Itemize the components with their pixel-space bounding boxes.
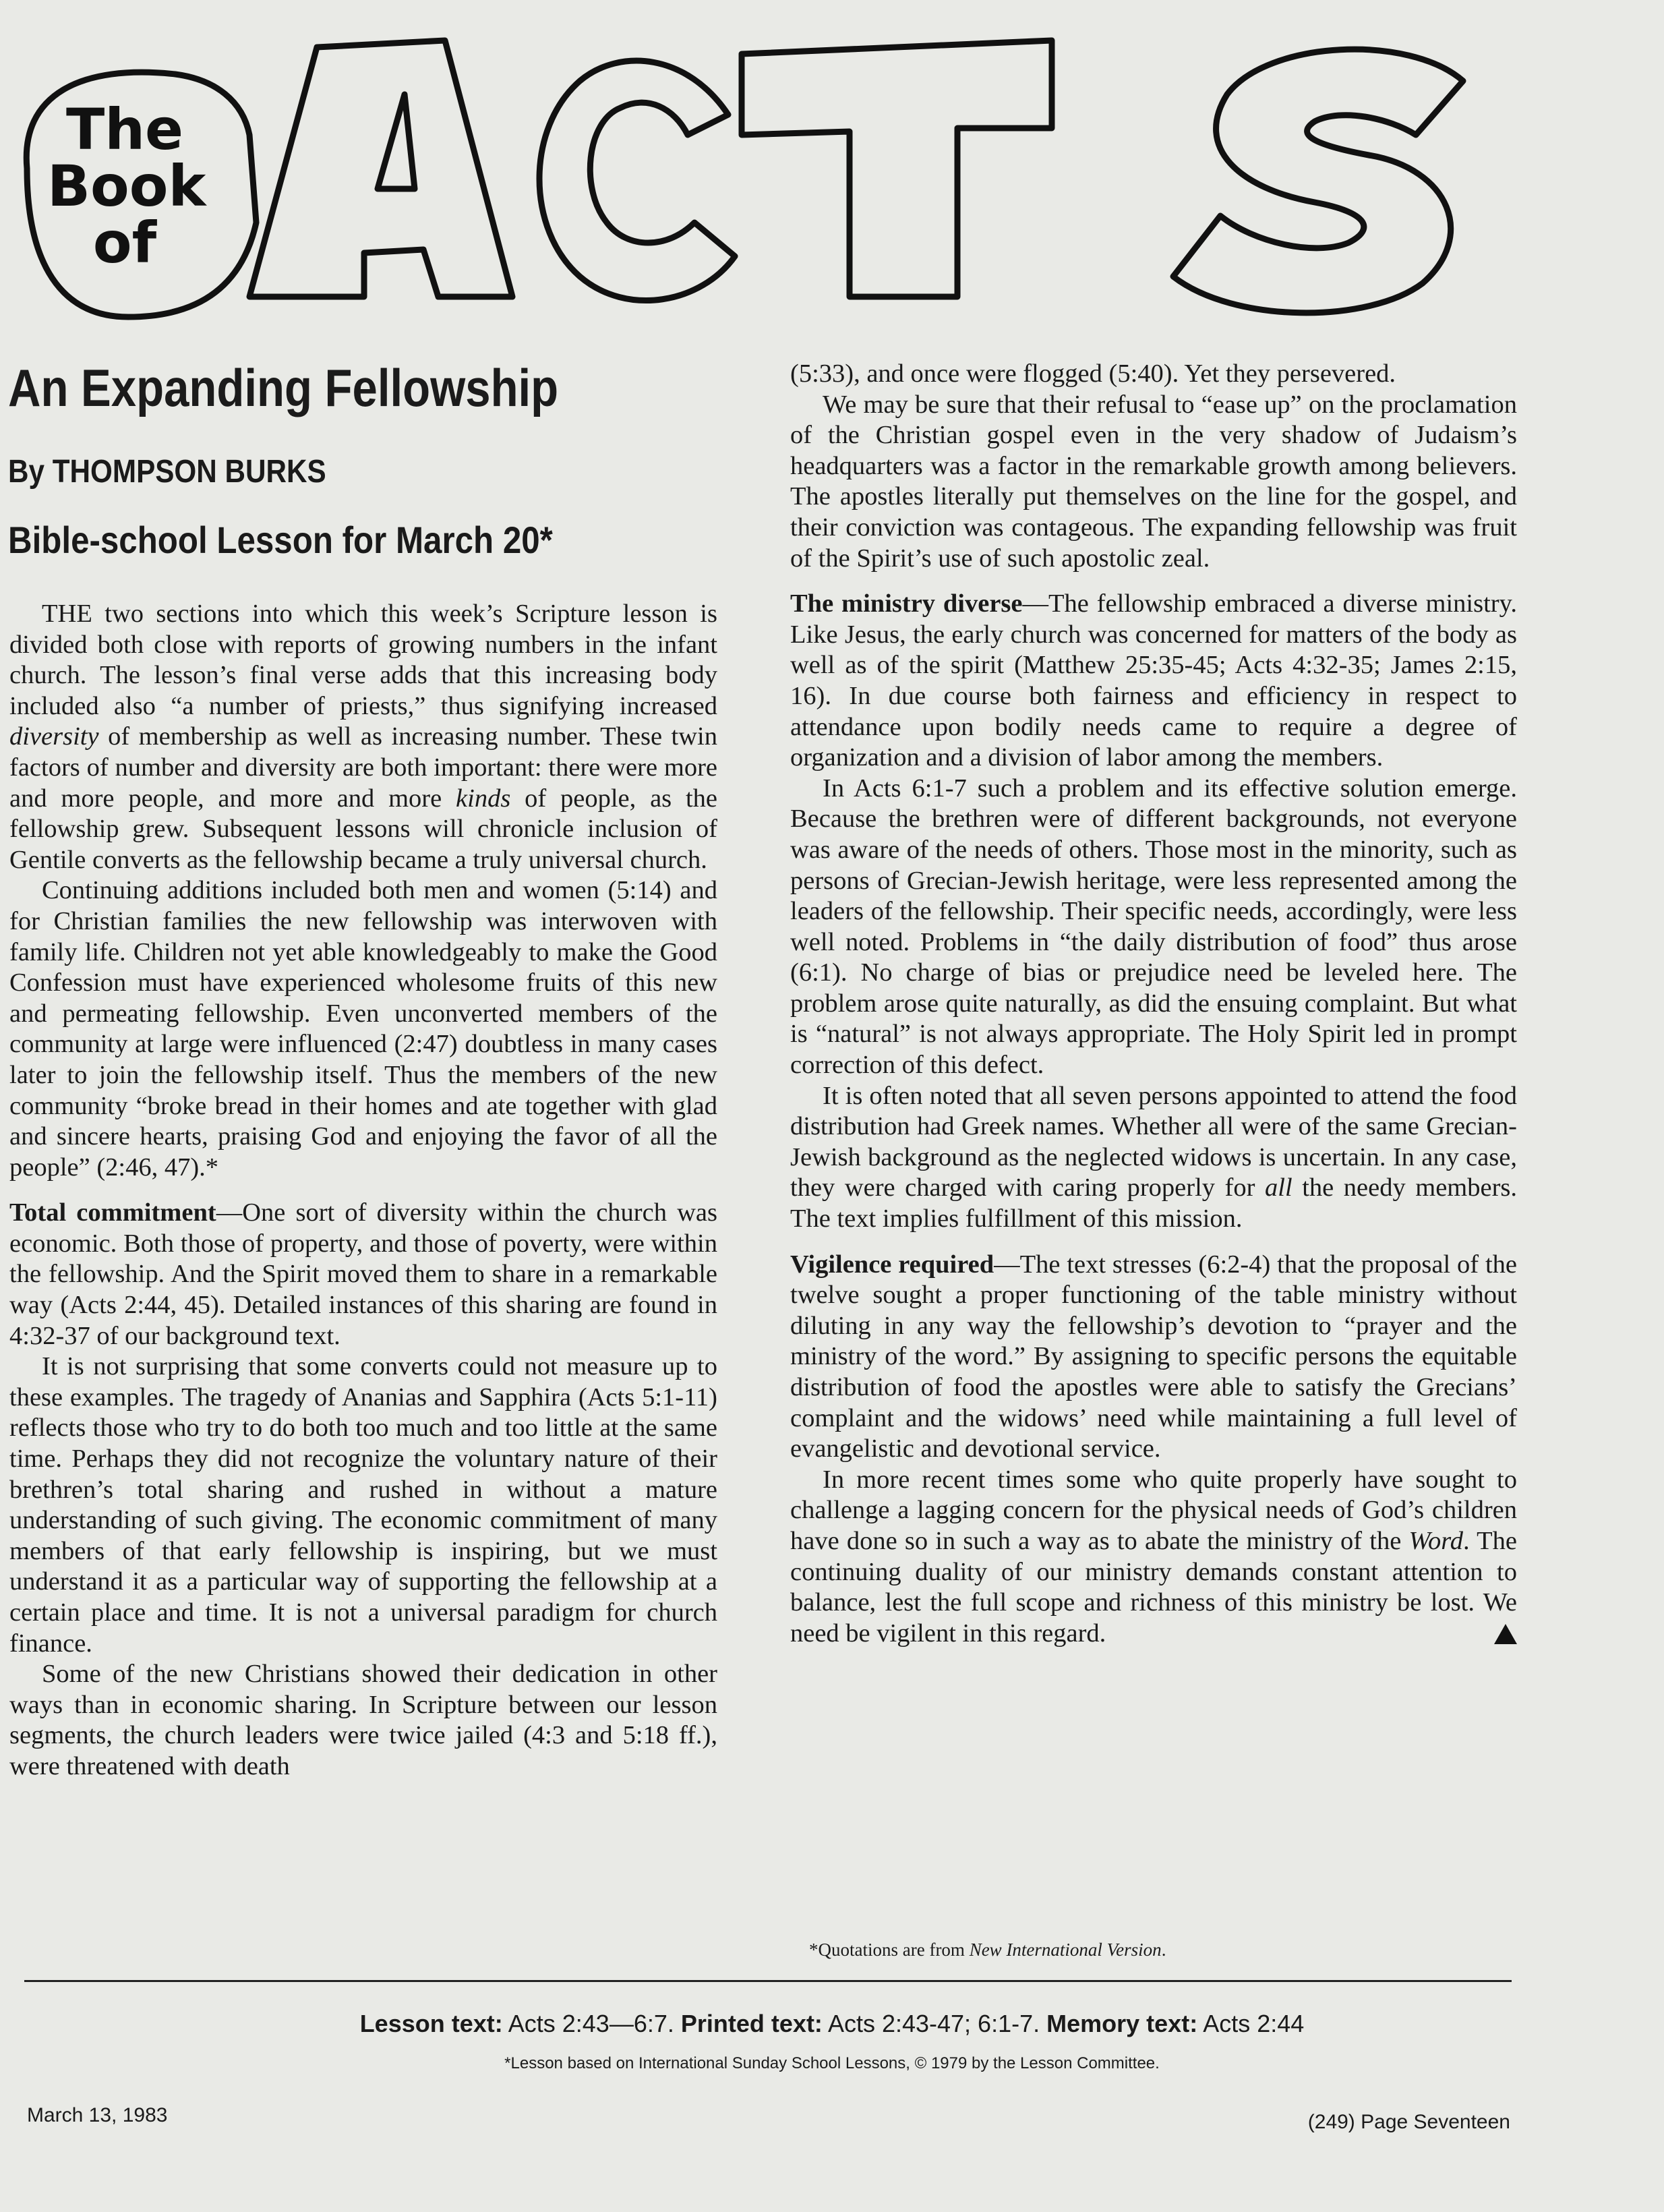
masthead — [0, 0, 1664, 351]
section-total-commitment: Total commitment—One sort of diversity within the church was economic. Both those of property, and those of poverty, were within the fellowship. And the Spirit moved them to share in a remarkable way (Acts 2:44, 45). Detailed instances of this sharing are found in 4:32-37 of our background text. — [9, 1198, 717, 1350]
paragraph: Some of the new Christians showed their dedication in other ways than in economic sharing. In Scripture between our lesson segments, the church leaders were twice jailed (4:3 and 5:18 ff.), were threatened with death — [9, 1660, 717, 1780]
section-heading: Total commitment — [9, 1198, 216, 1227]
article-byline: By THOMPSON BURKS — [8, 454, 326, 490]
masthead-the: The — [65, 96, 184, 163]
paragraph: In more recent times some who quite properly have sought to challenge a lagging concern for the physical needs of God’s children have done so in such a way as to abate the ministry of the Word. The continuing duality of our ministry demands constant attention to balance, lest the full scope and richness of this ministry be lost. We need be vigilent in this regard. — [790, 1465, 1517, 1648]
masthead-label — [47, 96, 206, 276]
paragraph: It is often noted that all seven persons appointed to attend the food distribution had Greek names. Whether all were of the same Grecian-Jewish background as the neglected widows is uncertain. In any case, they were charged with caring properly for all the needy members. The text implies fulfillment of this mission. — [790, 1081, 1517, 1233]
acts-outline-logo — [0, 0, 1664, 351]
paragraph: In Acts 6:1-7 such a problem and its effective solution emerge. Because the brethren were of different backgrounds, not everyone was aware of the needs of others. Those most in the minority, such as persons of Grecian-Jewish heritage, were less represented among the leaders of the fellowship. Their specific needs, accordingly, were less well noted. Problems in “the daily distribution of food” thus arose (6:1). No charge of bias or prejudice need be leveled here. The problem arose quite naturally, as did the ensuing complaint. But what is “natural” is not always appropriate. The Holy Spirit led in prompt correction of this defect. — [790, 774, 1517, 1080]
footer-rule — [24, 1980, 1512, 1982]
quotation-footnote: *Quotations are from New International Version. — [809, 1940, 1166, 1960]
masthead-of: of — [92, 210, 157, 276]
lesson-text-line: Lesson text: Acts 2:43—6:7. Printed text: Acts 2:43-47; 6:1-7. Memory text: Acts 2:44 — [359, 2010, 1305, 2037]
left-column — [9, 599, 717, 1782]
issue-date: March 13, 1983 — [27, 2104, 168, 2126]
paragraph: It is not surprising that some converts could not measure up to these examples. The tragedy of Ananias and Sapphira (Acts 5:1-11) reflects those who try to do both too much and too little at the same time. Perhaps they did not recognize the voluntary nature of their brethren’s total sharing and rushed in without a mature understanding of such giving. The economic commitment of many members of that early fellowship is inspiring, but we must understand it as a particular way of supporting the fellowship at a certain place and time. It is not a universal paradigm for church finance. — [9, 1352, 717, 1658]
section-heading: The ministry diverse — [790, 589, 1023, 618]
section-vigilence-required: Vigilence required—The text stresses (6:2-4) that the proposal of the twelve sought a proper functioning of the table ministry without diluting in any way the fellowship’s devotion to “prayer and the ministry of the word.” By assigning to specific persons the equitable distribution of food the apostles were able to satisfy the Grecians’ complaint and the widows’ need while maintaining a full level of evangelistic and devotional service. — [790, 1250, 1517, 1463]
section-heading: Vigilence required — [790, 1250, 994, 1279]
paragraph: THE two sections into which this week’s Scripture lesson is divided both close with reports of growing numbers in the infant church. The lesson’s final verse adds that this increasing body included also “a number of priests,” thus signifying increased diversity of membership as well as increasing number. These twin factors of number and diversity are both important: there were more and more people, and more and more kinds of people, as the fellowship grew. Subsequent lessons will chronicle inclusion of Gentile converts as the fellowship became a truly universal church. — [9, 600, 717, 874]
paragraph: Continuing additions included both men and women (5:14) and for Christian families the new fellowship was interwoven with family life. Children not yet able knowledgeably to make the Good Confession must have experienced wholesome fruits of this new and permeating fellowship. Even unconverted members of the community at large were influenced (2:47) doubtless in many cases later to join the fellowship itself. Thus the members of the new community “broke bread in their homes and ate together with glad and sincere hearts, praising God and enjoying the favor of all the people” (2:46, 47).* — [9, 876, 717, 1182]
lesson-date-line: Bible-school Lesson for March 20* — [8, 519, 553, 561]
masthead-book: Book — [47, 153, 206, 219]
paragraph: (5:33), and once were flogged (5:40). Yet they persevered. — [790, 359, 1396, 388]
page-number: (249) Page Seventeen — [1307, 2111, 1510, 2133]
lesson-copyright-note: *Lesson based on International Sunday School Lessons, © 1979 by the Lesson Committee. — [504, 2054, 1160, 2072]
article-title: An Expanding Fellowship — [8, 358, 559, 417]
end-mark-triangle-icon — [1494, 1624, 1517, 1644]
section-ministry-diverse: The ministry diverse—The fellowship embraced a diverse ministry. Like Jesus, the early church was concerned for matters of the body as well as of the spirit (Matthew 25:35-45; Acts 4:32-35; James 2:15, 16). In due course both fairness and efficiency in respect to attendance upon bodily needs came to require a degree of organization and a division of labor among the members. — [790, 589, 1517, 772]
right-column — [790, 359, 1517, 1649]
paragraph: We may be sure that their refusal to “ease up” on the proclamation of the Christian gospel even in the very shadow of Judaism’s headquarters was a factor in the remarkable growth among believers. The apostles literally put themselves on the line for the gospel, and their conviction was contageous. The expanding fellowship was fruit of the Spirit’s use of such apostolic zeal. — [790, 390, 1517, 573]
